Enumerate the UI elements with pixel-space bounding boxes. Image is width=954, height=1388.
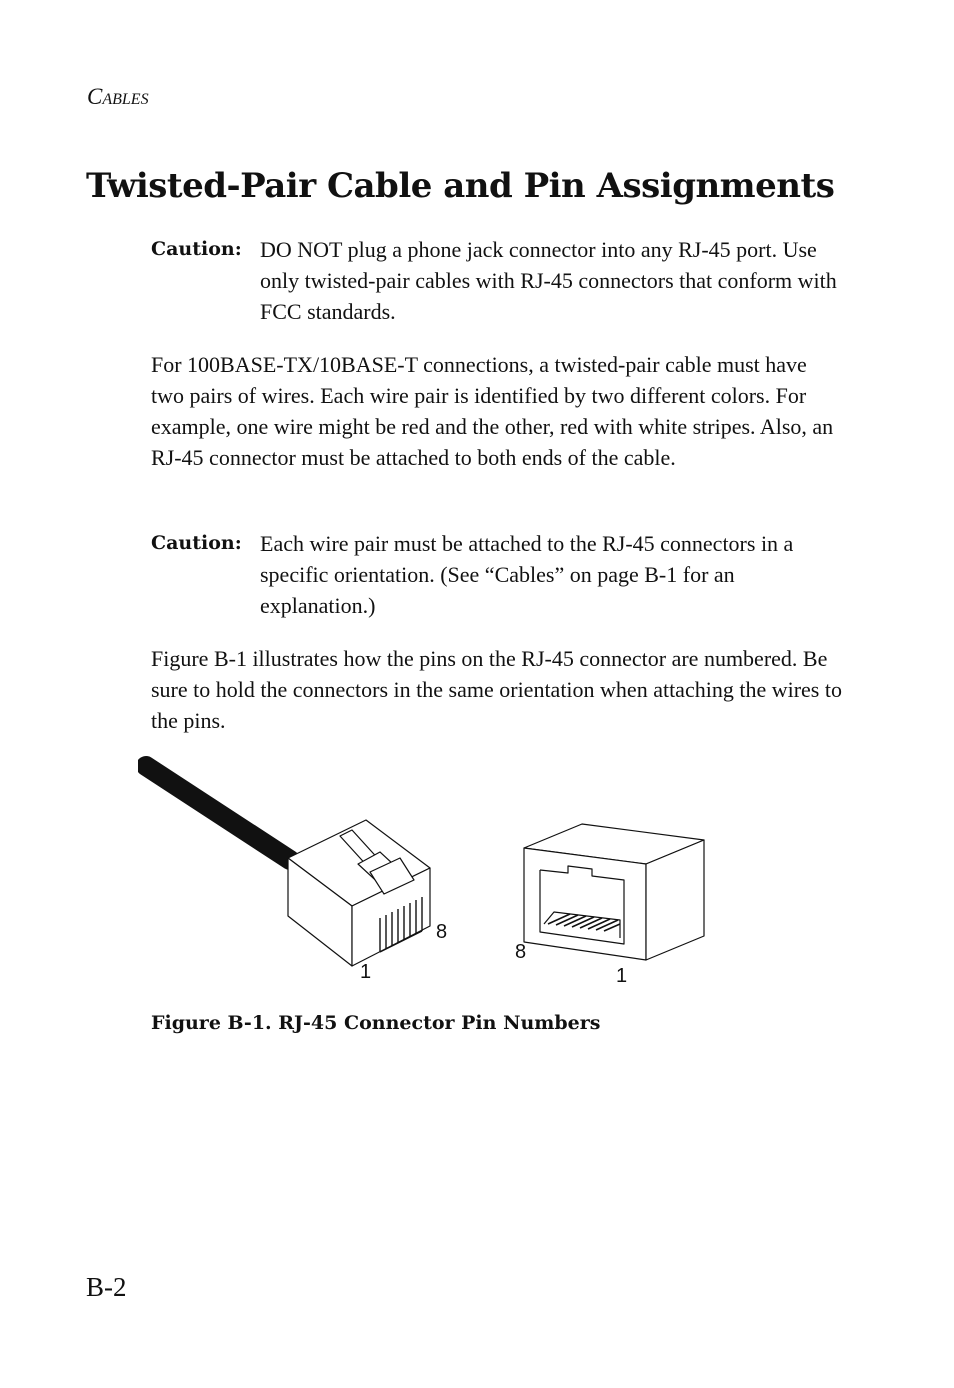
caution-note-2: [151, 528, 851, 621]
section-title: Twisted-Pair Cable and Pin Assignments: [86, 166, 835, 206]
figure-caption: Figure B-1. RJ-45 Connector Pin Numbers: [151, 1012, 601, 1034]
caution-label: Caution:: [151, 532, 242, 554]
plug-pin-first-label: 1: [360, 961, 372, 983]
rj45-jack: [524, 824, 704, 960]
running-header: [87, 84, 149, 110]
body-paragraph-2: Figure B-1 illustrates how the pins on the RJ-45 connector are numbered. Be sure to hold the connectors in the same orientation when attaching the wires to the pins.: [151, 646, 842, 733]
caution-text: Each wire pair must be attached to the RJ-45 connectors in a specific orientation. (See “Cables” on page B-1 for an explanation.): [260, 531, 794, 618]
rj45-figure: [138, 752, 718, 992]
rj45-plug: [288, 820, 430, 966]
plug-pin-last-label: 8: [436, 921, 448, 943]
jack-pin-first-label: 1: [616, 965, 628, 987]
jack-pin-last-label: 8: [515, 941, 527, 963]
caution-note-1: [151, 234, 851, 327]
cable: [146, 766, 290, 860]
caution-label: Caution:: [151, 238, 242, 260]
caution-text: DO NOT plug a phone jack connector into any RJ-45 port. Use only twisted-pair cables with RJ-45 connectors that conform with FCC standards.: [260, 237, 837, 324]
page-number: B-2: [86, 1272, 127, 1302]
running-header-initial: C: [87, 84, 103, 109]
body-paragraph-1: For 100BASE-TX/10BASE-T connections, a twisted-pair cable must have two pairs of wires. Each wire pair is identified by two different colors. For example, one wire might be red and the other, red with white stripes. Also, an RJ-45 connector must be attached to both ends of the cable.: [151, 352, 834, 470]
running-header-rest: ABLES: [102, 91, 149, 108]
rj45-illustration: [138, 752, 718, 992]
